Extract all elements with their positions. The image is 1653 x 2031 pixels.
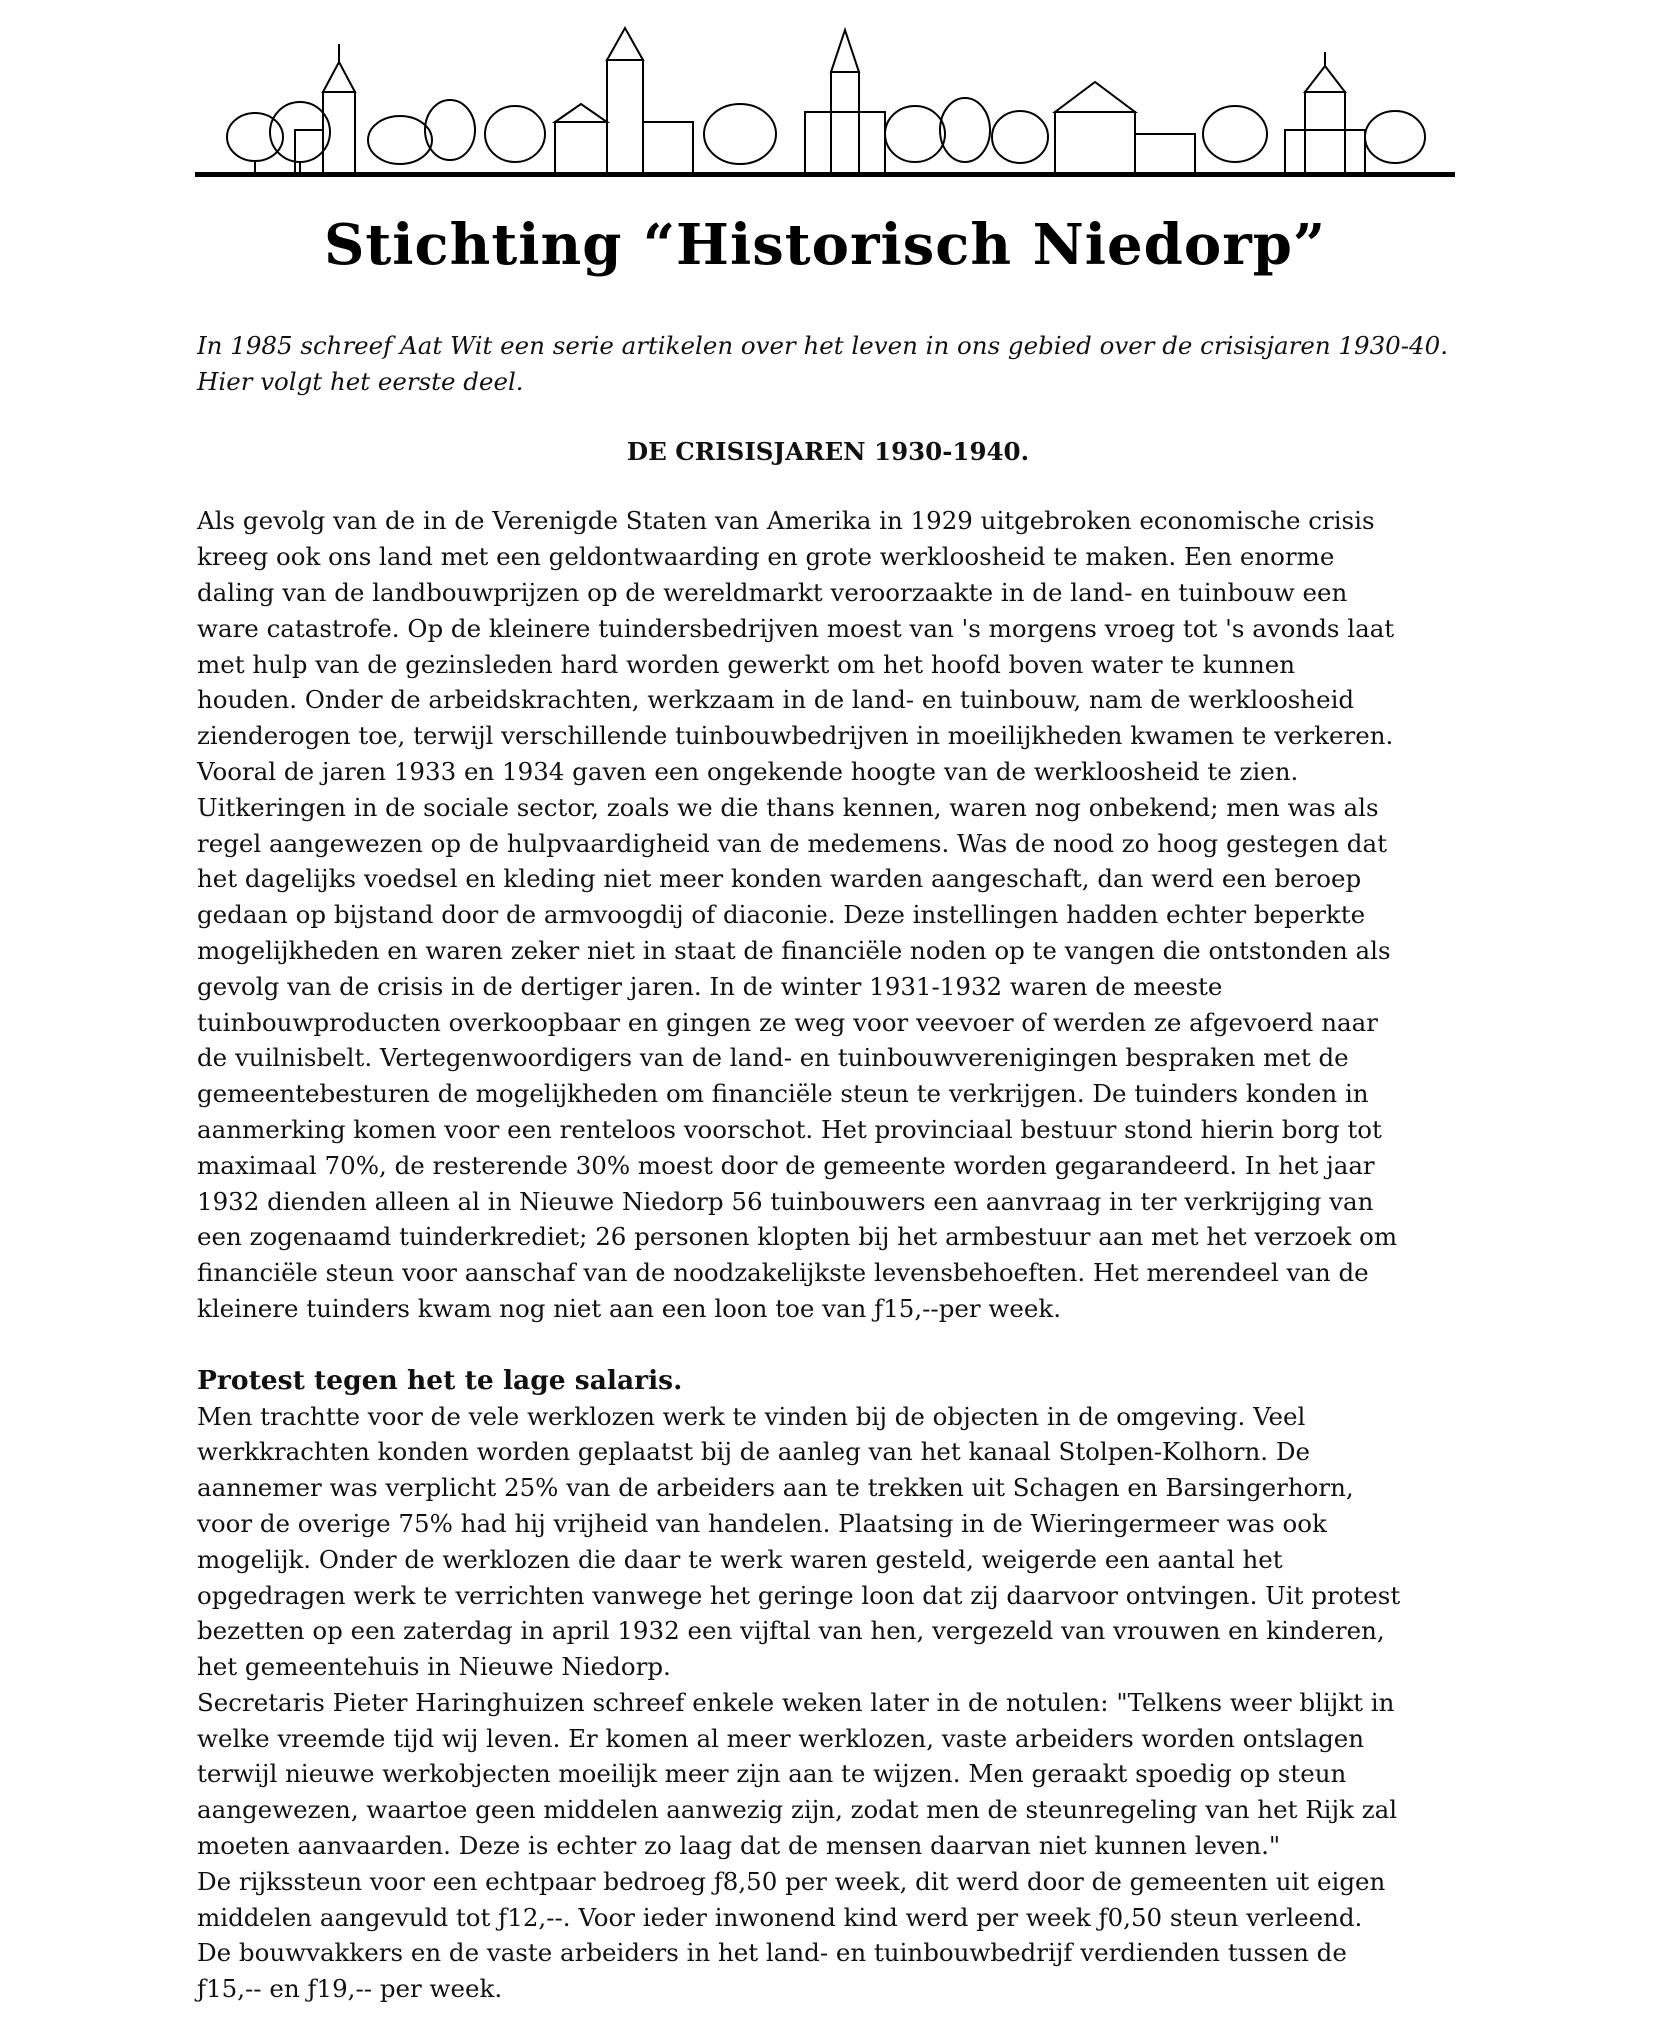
text-line: ware catastrofe. Op de kleinere tuindersbedrijven moest van 's morgens vroeg tot 's avonds laat: [197, 613, 1395, 643]
text-line: welke vreemde tijd wij leven. Er komen al meer werklozen, vaste arbeiders worden ontslagen: [197, 1723, 1365, 1753]
text-line: opgedragen werk te verrichten vanwege het geringe loon dat zij daarvoor ontvingen. Uit protest: [197, 1580, 1401, 1610]
intro-paragraph: [197, 328, 1459, 400]
article-content: [197, 328, 1459, 2007]
skyline-drawing: [195, 22, 1455, 182]
text-line: de vuilnisbelt. Vertegenwoordigers van de land- en tuinbouwverenigingen bespraken met de: [197, 1043, 1349, 1073]
text-line: terwijl nieuwe werkobjecten moeilijk meer zijn aan te wijzen. Men geraakt spoedig op steun: [197, 1759, 1347, 1789]
text-line: werkkrachten konden worden geplaatst bij de aanleg van het kanaal Stolpen-Kolhorn. De: [197, 1437, 1310, 1467]
paragraph-state-support: [197, 1864, 1459, 2007]
text-line: mogelijk. Onder de werklozen die daar te werk waren gesteld, weigerde een aantal het: [197, 1544, 1283, 1574]
article-title: DE CRISISJAREN 1930-1940.: [626, 436, 1030, 466]
text-line: De bouwvakkers en de vaste arbeiders in het land- en tuinbouwbedrijf verdienden tussen de: [197, 1938, 1347, 1968]
intro-line: Hier volgt het eerste deel.: [197, 366, 524, 396]
text-line: voor de overige 75% had hij vrijheid van handelen. Plaatsing in de Wieringermeer was ook: [197, 1508, 1327, 1538]
text-line: mogelijkheden en waren zeker niet in staat de financiële noden op te vangen die ontstonden als: [197, 935, 1391, 965]
text-line: bezetten op een zaterdag in april 1932 een vijftal van hen, vergezeld van vrouwen en kinderen,: [197, 1616, 1385, 1646]
text-line: daling van de landbouwprijzen op de wereldmarkt veroorzaakte in de land- en tuinbouw een: [197, 577, 1348, 607]
text-line: tuinbouwproducten overkoopbaar en gingen ze weg voor veevoer of werden ze afgevoerd naar: [197, 1007, 1378, 1037]
text-line: aangewezen, waartoe geen middelen aanwezig zijn, zodat men de steunregeling van het Rijk zal: [197, 1795, 1398, 1825]
text-line: middelen aangevuld tot ƒ12,--. Voor ieder inwonend kind werd per week ƒ0,50 steun verleend.: [197, 1902, 1363, 1932]
text-line: het dagelijks voedsel en kleding niet meer konden warden aangeschaft, dan werd een beroep: [197, 864, 1362, 894]
text-line: met hulp van de gezinsleden hard worden gewerkt om het hoofd boven water te kunnen: [197, 649, 1296, 679]
text-line: regel aangewezen op de hulpvaardigheid van de medemens. Was de nood zo hoog gestegen dat: [197, 828, 1387, 858]
text-line: Secretaris Pieter Haringhuizen schreef enkele weken later in de notulen: "Telkens weer blijkt in: [197, 1687, 1395, 1717]
organization-title: Stichting “Historisch Niedorp”: [323, 212, 1327, 278]
text-line: het gemeentehuis in Nieuwe Niedorp.: [197, 1652, 671, 1682]
section-title: Protest tegen het te lage salaris.: [197, 1364, 683, 1396]
text-line: Als gevolg van de in de Verenigde Staten van Amerika in 1929 uitgebroken economische crisis: [197, 506, 1375, 536]
intro-line: In 1985 schreef Aat Wit een serie artikelen over het leven in ons gebied over de crisisjaren 1930-40.: [197, 331, 1448, 360]
text-line: gedaan op bijstand door de armvoogdij of diaconie. Deze instellingen hadden echter beperkte: [197, 900, 1366, 930]
paragraph-crisis: [197, 503, 1459, 1326]
text-line: zienderogen toe, terwijl verschillende tuinbouwbedrijven in moeilijkheden kwamen te verkeren.: [197, 721, 1394, 751]
text-line: maximaal 70%, de resterende 30% moest door de gemeente worden gegarandeerd. In het jaar: [197, 1150, 1375, 1180]
text-line: houden. Onder de arbeidskrachten, werkzaam in de land- en tuinbouw, nam de werkloosheid: [197, 685, 1355, 715]
text-line: Uitkeringen in de sociale sector, zoals we die thans kennen, waren nog onbekend; men was als: [197, 792, 1379, 822]
text-line: ƒ15,-- en ƒ19,-- per week.: [197, 1974, 503, 2004]
village-skyline-illustration: [195, 22, 1455, 182]
text-line: aanmerking komen voor een renteloos voorschot. Het provinciaal bestuur stond hierin borg tot: [197, 1114, 1382, 1144]
text-line: kreeg ook ons land met een geldontwaarding en grote werkloosheid te maken. Een enorme: [197, 542, 1335, 572]
paragraph-secretary-quote: [197, 1685, 1459, 1864]
text-line: kleinere tuinders kwam nog niet aan een loon toe van ƒ15,--per week.: [197, 1293, 1061, 1323]
text-line: gevolg van de crisis in de dertiger jaren. In de winter 1931-1932 waren de meeste: [197, 971, 1223, 1001]
text-line: aannemer was verplicht 25% van de arbeiders aan te trekken uit Schagen en Barsingerhorn,: [197, 1473, 1354, 1503]
text-line: financiële steun voor aanschaf van de noodzakelijkste levensbehoeften. Het merendeel van de: [197, 1258, 1369, 1288]
text-line: gemeentebesturen de mogelijkheden om financiële steun te verkrijgen. De tuinders konden in: [197, 1079, 1369, 1109]
text-line: Vooral de jaren 1933 en 1934 gaven een ongekende hoogte van de werkloosheid te zien.: [197, 756, 1299, 786]
text-line: een zogenaamd tuinderkrediet; 26 personen klopten bij het armbestuur aan met het verzoek om: [197, 1222, 1398, 1252]
text-line: De rijkssteun voor een echtpaar bedroeg ƒ8,50 per week, dit werd door de gemeenten uit eigen: [197, 1866, 1386, 1896]
text-line: Men trachtte voor de vele werklozen werk te vinden bij de objecten in de omgeving. Veel: [197, 1401, 1306, 1431]
text-line: 1932 dienden alleen al in Nieuwe Niedorp 56 tuinbouwers een aanvraag in ter verkrijging van: [197, 1186, 1374, 1216]
paragraph-protest: [197, 1399, 1459, 1685]
text-line: moeten aanvaarden. Deze is echter zo laag dat de mensen daarvan niet kunnen leven.": [197, 1831, 1281, 1861]
